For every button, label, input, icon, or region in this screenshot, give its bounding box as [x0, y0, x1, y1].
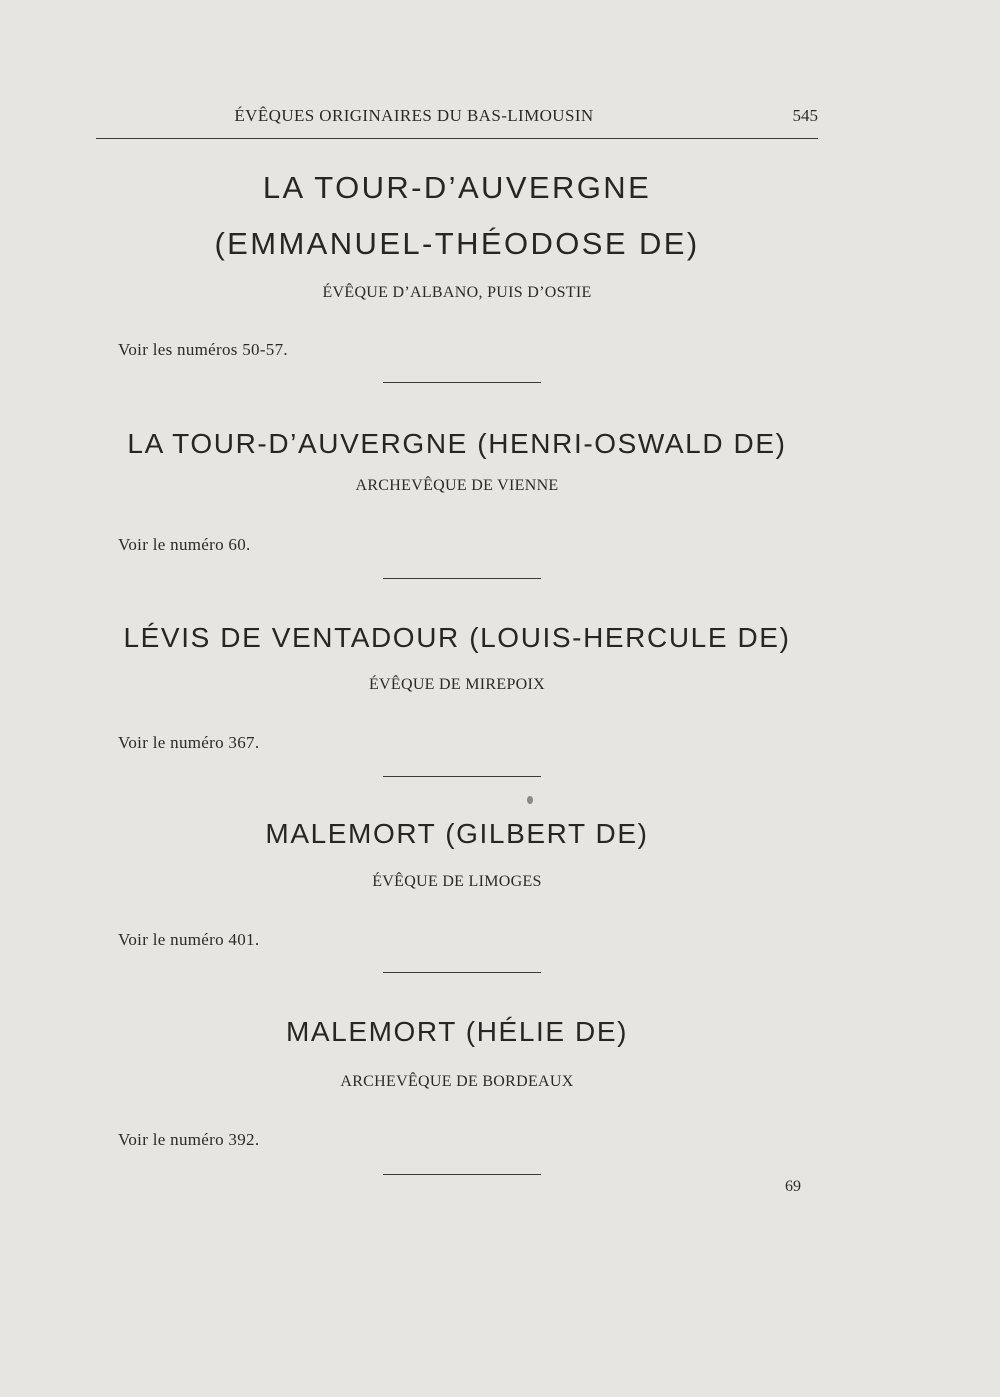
- entry-1-title-line-2: (EMMANUEL-THÉODOSE DE): [214, 226, 700, 261]
- section-divider: [383, 382, 541, 383]
- running-head: [96, 106, 818, 134]
- signature-mark: 69: [785, 1178, 801, 1195]
- header-rule: [96, 138, 818, 139]
- entry-2-reference: Voir le numéro 60.: [118, 535, 251, 554]
- entry-1-subtitle: ÉVÊQUE D’ALBANO, PUIS D’OSTIE: [322, 284, 592, 301]
- entry-2-subtitle: ARCHEVÊQUE DE VIENNE: [355, 477, 559, 494]
- entry-3-reference: Voir le numéro 367.: [118, 733, 260, 752]
- entry-5-title: MALEMORT (HÉLIE DE): [285, 1016, 629, 1047]
- section-divider: [383, 1174, 541, 1175]
- entry-5-reference: Voir le numéro 392.: [118, 1130, 260, 1149]
- entry-5-subtitle: ARCHEVÊQUE DE BORDEAUX: [340, 1073, 574, 1090]
- page-number: 545: [792, 106, 818, 125]
- entry-4-subtitle: ÉVÊQUE DE LIMOGES: [372, 873, 542, 890]
- entry-4-reference: Voir le numéro 401.: [118, 930, 260, 949]
- entry-4-title: MALEMORT (GILBERT DE): [265, 818, 649, 849]
- section-divider: [383, 776, 541, 777]
- running-head-title: ÉVÊQUES ORIGINAIRES DU BAS-LIMOUSIN: [234, 106, 594, 125]
- entry-3-subtitle: ÉVÊQUE DE MIREPOIX: [368, 676, 546, 693]
- section-divider: [383, 578, 541, 579]
- entry-3-title: LÉVIS DE VENTADOUR (LOUIS-HERCULE DE): [123, 622, 791, 653]
- ink-speck: [527, 796, 533, 804]
- section-divider: [383, 972, 541, 973]
- entry-1-reference: Voir les numéros 50-57.: [118, 340, 288, 359]
- entry-1-title-line-1: LA TOUR-D’AUVERGNE: [262, 170, 652, 205]
- entry-2-title: LA TOUR-D’AUVERGNE (HENRI-OSWALD DE): [127, 428, 787, 459]
